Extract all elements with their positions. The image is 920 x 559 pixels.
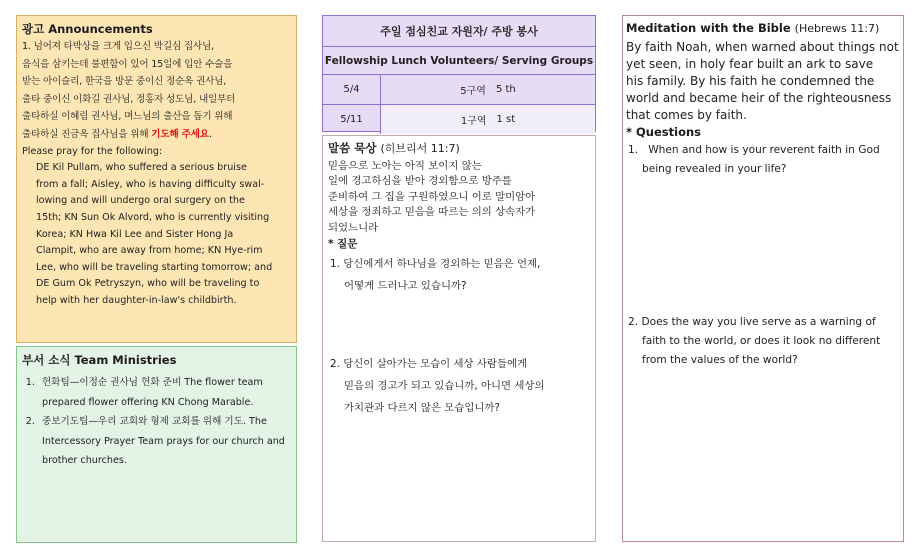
verse-line: By faith Noah, when warned about things not <box>626 40 899 54</box>
question-kr-2 <box>328 353 590 419</box>
kr-line: 1. 넘어져 타박상을 크게 입으신 박길심 집사님, <box>22 41 214 52</box>
group-english: 5 th <box>495 84 516 95</box>
meditation-kr-title: 말씀 묵상 <box>328 141 377 155</box>
verse-line: world and became heir of the righteousness <box>626 91 892 105</box>
team-ministries-panel <box>16 346 297 543</box>
meditation-kr-heading <box>328 140 590 157</box>
verse-line: his family. By his faith he condemned the <box>626 74 875 88</box>
lunch-group <box>381 75 595 104</box>
announcements-heading: 광고 Announcements <box>22 22 153 36</box>
meditation-kr-reference: (히브리서 11:7) <box>380 142 460 155</box>
announcements-english <box>22 144 292 310</box>
verse-line: 믿음으로 노아는 아직 보이지 않는 <box>328 160 482 172</box>
verse-line: 되었느니라 <box>328 221 379 234</box>
lunch-group <box>381 105 595 134</box>
kr-line: 출타하실 이혜림 권사님, 며느님의 출산을 돕기 위해 <box>22 111 233 123</box>
meditation-korean-panel <box>322 135 596 542</box>
announcements-korean <box>22 38 292 144</box>
meditation-english-panel <box>622 15 904 542</box>
lunch-date: 5/11 <box>323 105 381 134</box>
en-line: help with her daughter-in-law's childbirth. <box>36 294 237 306</box>
verse-line: that comes by faith. <box>626 108 747 122</box>
english-prayer-list <box>22 160 292 309</box>
group-korean: 5구역 <box>460 86 486 97</box>
kr-line: 음식을 삼키는데 불편함이 있어 15일에 입안 수술을 <box>22 58 233 70</box>
en-line: Korea; KN Hwa Kil Lee and Sister Hong Ja <box>36 228 234 240</box>
en-line: 15th; KN Sun Ok Alvord, who is currently visiting <box>36 211 270 223</box>
meditation-kr-verse <box>328 159 590 236</box>
question-line: 어떻게 드러나고 있습니까? <box>344 280 467 293</box>
questions-label-en: * Questions <box>626 125 701 139</box>
kr-line: 출타 중이신 이화길 권사님, 정홍자 성도님, 내일부터 <box>22 93 236 105</box>
question-line: from the values of the world? <box>642 354 798 366</box>
question-line: 2. Does the way you live serve as a warning of <box>628 316 876 328</box>
question-line: 믿음의 경고가 되고 있습니까, 아니면 세상의 <box>344 380 545 393</box>
lunch-title-english: Fellowship Lunch Volunteers/ Serving Groups <box>323 46 595 74</box>
question-kr-1 <box>328 253 590 297</box>
en-line: Lee, who will be traveling starting tomorrow; and <box>36 261 273 273</box>
group-english: 1 st <box>496 114 516 125</box>
announcements-panel <box>16 15 297 343</box>
verse-line: yet seen, in holy fear built an ark to save <box>626 57 874 71</box>
meditation-en-title: Meditation with the Bible <box>626 21 791 35</box>
verse-line: 준비하여 그 집을 구원하였으니 이로 말미암아 <box>328 190 536 203</box>
question-line: being revealed in your life? <box>642 163 787 175</box>
question-en-2 <box>626 313 899 370</box>
lunch-volunteers-table <box>322 15 596 132</box>
meditation-en-verse <box>626 39 899 124</box>
question-line: 1. When and how is your reverent faith in God <box>628 144 880 156</box>
verse-line: 일에 경고하심을 받아 경외함으로 방주를 <box>328 175 512 188</box>
english-intro: Please pray for the following: <box>22 145 163 157</box>
question-en-1 <box>626 141 899 179</box>
lunch-date: 5/4 <box>323 75 381 104</box>
table-row <box>323 104 595 134</box>
kr-line-last <box>22 126 292 144</box>
ministries-heading: 부서 소식 Team Ministries <box>22 353 177 367</box>
meditation-en-heading <box>626 20 899 37</box>
kr-line: 받는 아이슬리, 한국을 방문 중이신 정순옥 권사님, <box>22 76 227 88</box>
table-row <box>323 74 595 104</box>
kr-line-end: . <box>208 128 212 140</box>
ministries-list <box>22 373 292 471</box>
meditation-en-reference: (Hebrews 11:7) <box>794 22 880 35</box>
en-line: DE Gum Ok Petryszyn, who will be traveling to <box>36 278 260 290</box>
verse-line: 세상을 정죄하고 믿음을 따르는 의의 상속자가 <box>328 206 536 219</box>
question-line: faith to the world, or does it look no different <box>642 335 881 347</box>
kr-line: 출타하실 진금옥 집사님을 위해 <box>22 128 152 140</box>
question-line: 2. 당신이 살아가는 모습이 세상 사람들에게 <box>330 358 528 371</box>
question-line: 가치관과 다르지 않은 모습입니까? <box>344 402 500 415</box>
en-line: lowing and will undergo oral surgery on the <box>36 195 245 207</box>
en-line: from a fall; Aisley, who is having difficulty swal- <box>36 178 265 190</box>
en-line: Clampit, who are away from home; KN Hye-rim <box>36 245 263 257</box>
en-line: DE Kil Pullam, who suffered a serious bruise <box>36 162 247 174</box>
lunch-title-korean: 주일 점심친교 자원자/ 주방 봉사 <box>380 25 538 38</box>
questions-label-kr: * 질문 <box>328 238 358 251</box>
group-korean: 1구역 <box>460 116 487 127</box>
question-line: 1. 당신에게서 하나님을 경외하는 믿음은 언제, <box>330 258 541 271</box>
prayer-request-emphasis: 기도해 주세요 <box>151 128 209 140</box>
list-item: 2. 중보기도팀—우리 교회와 형제 교회를 위해 기도. The Intercessory Prayer Team prays for our church and brother churches. <box>38 412 292 471</box>
list-item: 1. 헌화팀—이정순 권사님 헌화 준비 The flower team prepared flower offering KN Chong Marable. <box>38 373 292 412</box>
